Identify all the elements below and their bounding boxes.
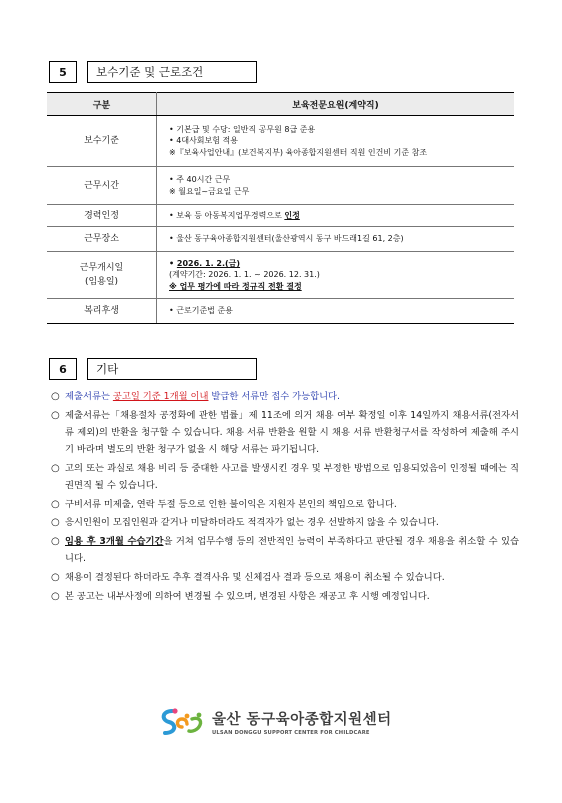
conversion-note: ※ 업무 평가에 따라 정규직 전환 결정 (169, 281, 302, 291)
list-item: ○ 제출서류는「채용절차 공정화에 관한 법률」제 11조에 의거 채용 여부 확정일 이후 14일까지 채용서류(전자서류 제외)의 반환을 청구할 수 있습니다. 채용 서류 반환을 원할 시 채용 서류 반환청구서를 작성하여 제출해 주시기 바라며 별도의 반환 청구가 없을 시 해당 서류는 파기됩니다. (51, 407, 519, 459)
column-header-position: 보육전문요원(계약직) (157, 93, 515, 116)
bullet-circle-icon: ○ (51, 517, 60, 529)
row-key (47, 252, 157, 299)
table-row (47, 252, 514, 299)
list-item: ○ 제출서류는 공고일 기준 1개월 이내 발급한 서류만 접수 가능합니다. (51, 388, 519, 405)
bullet-circle-icon: ○ (51, 536, 60, 548)
deadline-emphasis: 공고일 기준 1개월 이내 (112, 391, 209, 402)
table-row (47, 227, 514, 252)
row-key: 복리후생 (47, 299, 157, 324)
conditions-table (47, 92, 514, 324)
probation-emphasis: 임용 후 3개월 수습기간 (65, 536, 164, 548)
table-row (47, 167, 514, 205)
row-line: • 기본급 및 수당: 일반직 공무원 8급 준용 (169, 124, 316, 134)
row-value (157, 299, 515, 324)
row-value (157, 227, 515, 252)
row-key-line: (임용일) (84, 277, 119, 287)
row-line: • 주 40시간 근무 (169, 175, 231, 184)
bullet-circle-icon: ○ (51, 498, 60, 510)
childcare-center-logo-icon (158, 707, 206, 737)
list-item: ○ 임용 후 3개월 수습기간을 거쳐 업무수행 등의 전반적인 능력이 부족하다고 판단될 경우 채용을 취소할 수 있습니다. (51, 533, 519, 567)
column-header-category: 구분 (47, 93, 157, 116)
section-title: 기타 (87, 358, 257, 380)
bullet-circle-icon: ○ (51, 409, 60, 421)
row-key: 보수기준 (47, 116, 157, 167)
logo-subtitle: ULSAN DONGGU SUPPORT CENTER FOR CHILDCARE (212, 730, 370, 736)
list-item: ○ 구비서류 미제출, 연락 두절 등으로 인한 불이익은 지원자 본인의 책임으로 합니다. (51, 496, 519, 513)
section-number: 6 (49, 358, 77, 380)
table-row (47, 205, 514, 227)
row-emphasis: 인정 (284, 210, 300, 220)
bullet-circle-icon: ○ (51, 391, 60, 402)
row-line: • 근로기준법 준용 (169, 306, 233, 316)
bullet-circle-icon: ○ (51, 572, 60, 584)
bullet-circle-icon: ○ (51, 462, 60, 474)
row-line: • 4대사회보험 적용 (169, 136, 238, 146)
list-item: ○ 고의 또는 과실로 채용 비리 등 중대한 사고를 발생시킨 경우 및 부정한 방법으로 임용되었음이 인정될 때에는 직권면직 될 수 있습니다. (51, 460, 519, 494)
row-value (157, 252, 515, 299)
section-6-header (49, 358, 257, 380)
table-row (47, 116, 514, 167)
row-key: 경력인정 (47, 205, 157, 227)
logo-name: 울산 동구육아종합지원센터 (212, 712, 392, 728)
row-line: • 울산 동구육아종합지원센터(울산광역시 동구 바드래1길 61, 2층) (169, 234, 404, 244)
section-title: 보수기준 및 근로조건 (87, 61, 257, 83)
row-value (157, 116, 515, 167)
list-item: ○ 본 공고는 내부사정에 의하여 변경될 수 있으며, 변경된 사항은 재공고 후 시행 예정입니다. (51, 588, 519, 605)
start-date: • 2026. 1. 2.(금) (169, 258, 241, 268)
row-line: ※ 월요일~금요일 근무 (169, 186, 250, 196)
footer-logo (158, 707, 392, 737)
row-key: 근무장소 (47, 227, 157, 252)
section-number: 5 (49, 61, 77, 83)
row-key-line: 근무개시일 (79, 263, 124, 273)
row-line: ※『보육사업안내』(보건복지부) 육아종합지원센터 직원 인건비 기준 참조 (169, 147, 428, 157)
row-value (157, 205, 515, 227)
table-row (47, 299, 514, 324)
list-item: ○ 채용이 결정된다 하더라도 추후 결격사유 및 신체검사 결과 등으로 채용이 취소될 수 있습니다. (51, 569, 519, 586)
table-header-row (47, 93, 514, 116)
section-5-header (49, 61, 257, 83)
row-line: • 보육 등 아동복지업무경력으로 (169, 210, 285, 220)
list-item: ○ 응시인원이 모집인원과 같거나 미달하더라도 적격자가 없는 경우 선발하지 않을 수 있습니다. (51, 514, 519, 531)
row-value (157, 167, 515, 205)
contract-period: (계약기간: 2026. 1. 1. ~ 2026. 12. 31.) (169, 270, 320, 280)
notice-list (51, 388, 519, 606)
bullet-circle-icon: ○ (51, 590, 60, 602)
row-key: 근무시간 (47, 167, 157, 205)
